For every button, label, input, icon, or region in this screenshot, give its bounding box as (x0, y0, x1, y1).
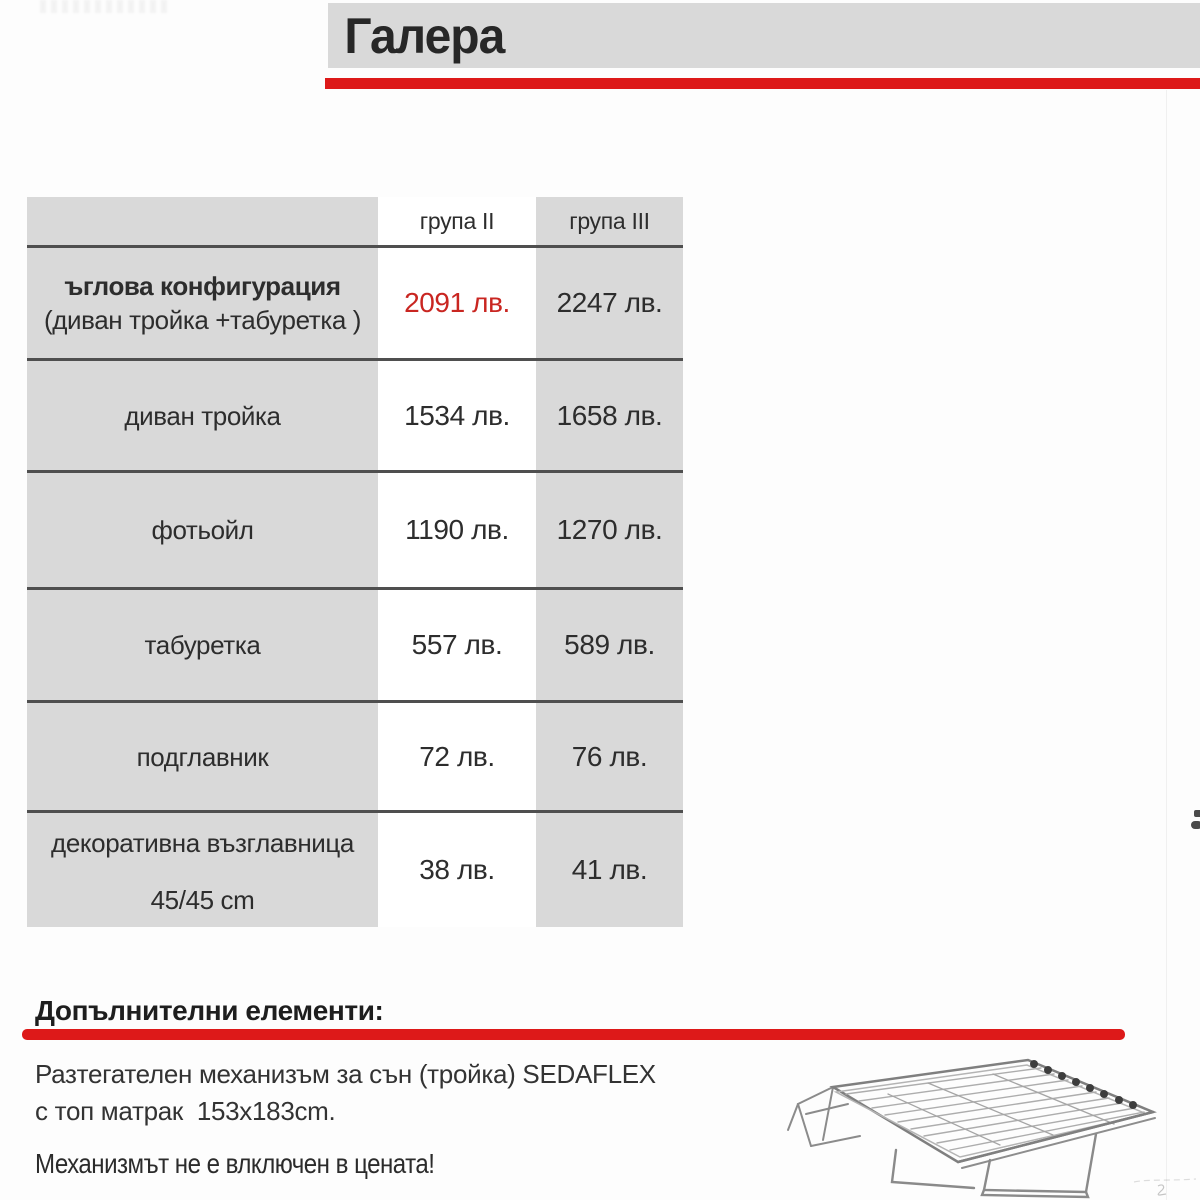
table-row (27, 245, 683, 358)
price-value: 557 лв. (411, 629, 503, 660)
price-value: 1190 лв. (405, 514, 509, 545)
row-label: ъглова конфигурация (64, 271, 341, 301)
row-label-cell (27, 473, 378, 587)
extras-description-line1: Разтегателен механизъм за сън (тройка) SEDAFLEX (35, 1059, 656, 1089)
price-cell-group3 (536, 813, 683, 927)
price-value: 589 лв. (564, 629, 655, 660)
price-value: 72 лв. (419, 740, 495, 772)
price-value: 38 лв. (419, 854, 495, 885)
table-row (27, 587, 683, 700)
price-value: 1270 лв. (556, 514, 663, 545)
extras-description-line2: с топ матрак 153x183cm. (35, 1096, 336, 1126)
header-cell-group2: група II (378, 197, 536, 245)
row-label-cell (27, 361, 378, 470)
price-value: 1658 лв. (556, 399, 663, 431)
row-label: диван тройка (124, 400, 281, 431)
table-row (27, 700, 683, 810)
price-value: 2247 лв. (556, 287, 663, 318)
scan-edge-line (1166, 90, 1167, 1200)
extras-note: Механизмът не е влключен в цената! (35, 1148, 435, 1179)
price-cell-group3 (536, 473, 683, 587)
row-sublabel: 45/45 cm (150, 885, 255, 915)
price-cell-group3 (536, 590, 683, 700)
title-bar (328, 3, 1200, 68)
header-cell-empty (27, 197, 378, 245)
title-underline-rule (325, 78, 1200, 89)
price-value: 41 лв. (571, 854, 648, 885)
table-row (27, 358, 683, 470)
row-sublabel: (диван тройка +табуретка ) (43, 305, 362, 335)
price-cell-group3 (536, 361, 683, 470)
row-label: декоративна възглавница (51, 828, 354, 858)
row-label-cell (27, 590, 378, 700)
extras-heading: Допълнителни елементи: (35, 995, 384, 1026)
price-cell-group2 (378, 813, 536, 927)
price-cell-group3 (536, 248, 683, 358)
price-cell-group2 (378, 703, 536, 810)
row-label: фотьойл (151, 515, 254, 545)
extras-description (35, 1056, 656, 1130)
row-label-cell (27, 813, 378, 927)
header-cell-group3: група III (536, 197, 683, 245)
row-label: подглавник (136, 741, 269, 772)
price-value: 76 лв. (571, 740, 648, 772)
row-label-cell (27, 248, 378, 358)
table-row (27, 810, 683, 927)
row-label-cell (27, 703, 378, 810)
corner-scribble-artifact (1130, 1172, 1200, 1200)
price-value: 2091 лв. (404, 287, 510, 318)
price-cell-group2 (378, 590, 536, 700)
table-header-row (27, 197, 683, 245)
price-value: 1534 лв. (404, 399, 510, 431)
price-table (27, 197, 683, 927)
table-row (27, 470, 683, 587)
extras-underline-rule (22, 1029, 1125, 1040)
cutoff-text-artifact (40, 0, 170, 13)
page-title: Галера (344, 7, 505, 64)
price-cell-group2 (378, 361, 536, 470)
price-cell-group3 (536, 703, 683, 810)
cutoff-edge-artifact (1191, 810, 1200, 832)
price-cell-group2 (378, 248, 536, 358)
price-cell-group2 (378, 473, 536, 587)
row-label: табуретка (144, 630, 261, 660)
